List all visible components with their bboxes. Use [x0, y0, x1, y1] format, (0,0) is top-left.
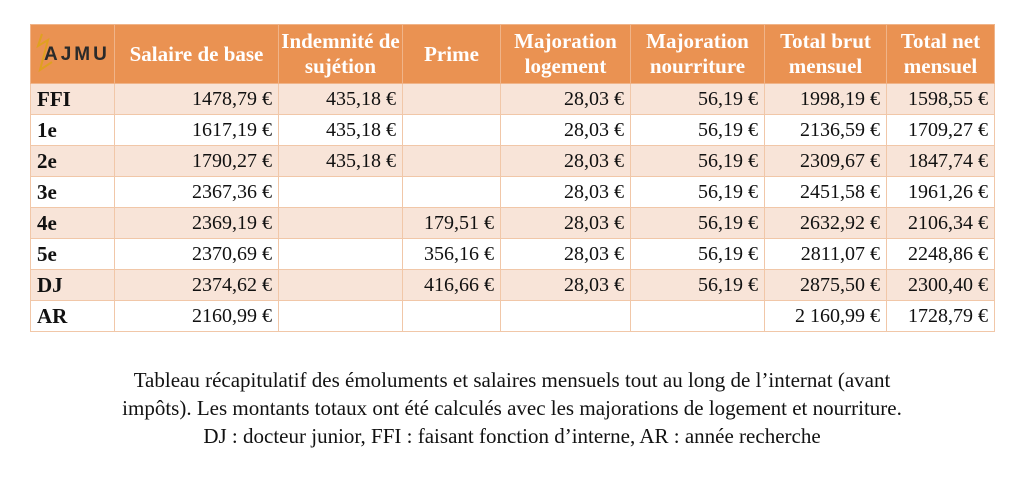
table-cell: 28,03 €	[501, 208, 631, 239]
table-cell: 2451,58 €	[765, 177, 887, 208]
header-prime: Prime	[403, 25, 501, 84]
header-majoration-nourriture: Majoration nourriture	[631, 25, 765, 84]
table-cell: 1998,19 €	[765, 84, 887, 115]
salary-table-container	[30, 24, 994, 332]
table-cell: 2309,67 €	[765, 146, 887, 177]
table-cell	[501, 301, 631, 332]
caption-line-2: impôts). Les montants totaux ont été calculés avec les majorations de logement et nourriture.	[122, 396, 902, 420]
table-caption	[40, 366, 984, 450]
table-cell: 28,03 €	[501, 146, 631, 177]
table-cell	[279, 239, 403, 270]
table-cell: 1728,79 €	[887, 301, 995, 332]
table-cell: 2106,34 €	[887, 208, 995, 239]
header-salaire-de-base: Salaire de base	[115, 25, 279, 84]
table-cell: 28,03 €	[501, 270, 631, 301]
table-cell: 28,03 €	[501, 115, 631, 146]
header-row	[31, 25, 995, 84]
table-cell: 2136,59 €	[765, 115, 887, 146]
table-cell	[403, 84, 501, 115]
table-cell	[279, 208, 403, 239]
table-cell: 56,19 €	[631, 146, 765, 177]
table-row	[31, 208, 995, 239]
row-label: FFI	[31, 84, 115, 115]
table-cell: 1478,79 €	[115, 84, 279, 115]
table-cell: 1847,74 €	[887, 146, 995, 177]
table-cell	[631, 301, 765, 332]
table-cell	[403, 177, 501, 208]
row-label: DJ	[31, 270, 115, 301]
table-cell: 2875,50 €	[765, 270, 887, 301]
logo-cell	[31, 25, 115, 84]
table-cell: 28,03 €	[501, 177, 631, 208]
table-cell: 2248,86 €	[887, 239, 995, 270]
table-row	[31, 301, 995, 332]
header-indemnite-de-sujetion: Indemnité de sujétion	[279, 25, 403, 84]
table-row	[31, 239, 995, 270]
svg-text:AJMU: AJMU	[43, 44, 110, 65]
salary-table	[30, 24, 995, 332]
table-cell: 1961,26 €	[887, 177, 995, 208]
table-row	[31, 84, 995, 115]
table-cell: 56,19 €	[631, 177, 765, 208]
table-cell: 2367,36 €	[115, 177, 279, 208]
table-cell: 1709,27 €	[887, 115, 995, 146]
table-row	[31, 270, 995, 301]
table-cell	[279, 177, 403, 208]
caption-line-1: Tableau récapitulatif des émoluments et salaires mensuels tout au long de l’internat (avant	[133, 368, 891, 392]
table-cell: 356,16 €	[403, 239, 501, 270]
row-label: 1e	[31, 115, 115, 146]
table-cell: 2374,62 €	[115, 270, 279, 301]
table-cell: 435,18 €	[279, 115, 403, 146]
table-cell: 2160,99 €	[115, 301, 279, 332]
table-cell: 435,18 €	[279, 84, 403, 115]
table-cell: 1598,55 €	[887, 84, 995, 115]
table-cell: 56,19 €	[631, 239, 765, 270]
table-cell: 56,19 €	[631, 115, 765, 146]
table-cell: 56,19 €	[631, 208, 765, 239]
table-cell: 2632,92 €	[765, 208, 887, 239]
row-label: 2e	[31, 146, 115, 177]
table-cell: 2811,07 €	[765, 239, 887, 270]
table-cell: 56,19 €	[631, 270, 765, 301]
header-majoration-logement: Majoration logement	[501, 25, 631, 84]
row-label: 3e	[31, 177, 115, 208]
table-row	[31, 146, 995, 177]
ajmu-logo-icon	[34, 32, 112, 76]
table-row	[31, 115, 995, 146]
table-cell: 1617,19 €	[115, 115, 279, 146]
table-cell: 28,03 €	[501, 239, 631, 270]
table-row	[31, 177, 995, 208]
header-total-net-mensuel: Total net mensuel	[887, 25, 995, 84]
table-body	[31, 84, 995, 332]
row-label: 4e	[31, 208, 115, 239]
table-cell: 2370,69 €	[115, 239, 279, 270]
row-label: AR	[31, 301, 115, 332]
table-cell: 416,66 €	[403, 270, 501, 301]
caption-line-3: DJ : docteur junior, FFI : faisant fonction d’interne, AR : année recherche	[203, 424, 821, 448]
table-cell	[279, 301, 403, 332]
table-cell: 179,51 €	[403, 208, 501, 239]
table-cell	[403, 146, 501, 177]
ajmu-logo	[33, 29, 112, 79]
table-cell: 435,18 €	[279, 146, 403, 177]
table-cell: 28,03 €	[501, 84, 631, 115]
table-cell: 2300,40 €	[887, 270, 995, 301]
table-cell: 1790,27 €	[115, 146, 279, 177]
table-cell	[279, 270, 403, 301]
table-cell: 2 160,99 €	[765, 301, 887, 332]
table-cell: 56,19 €	[631, 84, 765, 115]
row-label: 5e	[31, 239, 115, 270]
table-cell	[403, 115, 501, 146]
header-total-brut-mensuel: Total brut mensuel	[765, 25, 887, 84]
table-cell	[403, 301, 501, 332]
table-cell: 2369,19 €	[115, 208, 279, 239]
